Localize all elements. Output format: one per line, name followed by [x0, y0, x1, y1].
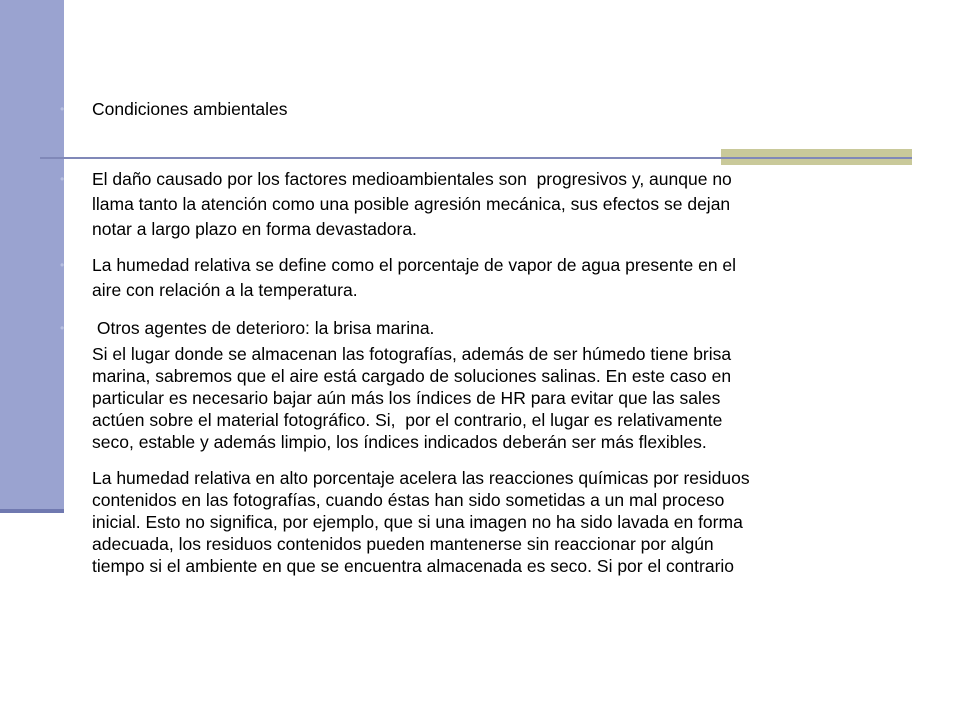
accent-divider-line: [721, 157, 912, 159]
slide-heading-row: [60, 97, 910, 122]
text-line: adecuada, los residuos contenidos pueden mantenerse sin reaccionar por algún: [92, 534, 714, 554]
slide-side-bar-shadow: [0, 509, 64, 513]
paragraph-text: [92, 343, 910, 453]
text-line: contenidos en las fotografías, cuando éstas han sido sometidas a un mal proceso: [92, 490, 725, 510]
bullet-text: [92, 253, 910, 303]
slide-side-bar: [0, 0, 64, 512]
paragraph-text: [92, 467, 910, 577]
bullet-marker: •: [60, 258, 65, 272]
body-paragraph: [60, 343, 910, 453]
text-line: particular es necesario bajar aún más los índices de HR para evitar que las sales: [92, 388, 721, 408]
text-line: inicial. Esto no significa, por ejemplo, que si una imagen no ha sido lavada en forma: [92, 512, 743, 532]
text-line: aire con relación a la temperatura.: [92, 280, 358, 300]
text-line: Si el lugar donde se almacenan las fotografías, además de ser húmedo tiene brisa: [92, 344, 732, 364]
text-line: notar a largo plazo en forma devastadora.: [92, 219, 417, 239]
bullet-item: [60, 316, 910, 341]
text-line: seco, estable y además limpio, los índices indicados deberán ser más flexibles.: [92, 432, 707, 452]
text-line: La humedad relativa se define como el porcentaje de vapor de agua presente en el: [92, 255, 737, 275]
text-line: El daño causado por los factores medioambientales son progresivos y, aunque no: [92, 169, 732, 189]
text-line: marina, sabremos que el aire está cargado de soluciones salinas. En este caso en: [92, 366, 732, 386]
slide-heading: Condiciones ambientales: [92, 99, 288, 119]
bullet-text: [92, 316, 910, 341]
bullet-item: [60, 167, 910, 242]
bullet-text: [92, 167, 910, 242]
text-line: La humedad relativa en alto porcentaje acelera las reacciones químicas por residuos: [92, 468, 750, 488]
text-line: Otros agentes de deterioro: la brisa marina.: [92, 318, 435, 338]
text-line: tiempo si el ambiente en que se encuentra almacenada es seco. Si por el contrario: [92, 556, 735, 576]
bullet-item: [60, 253, 910, 303]
text-line: llama tanto la atención como una posible agresión mecánica, sus efectos se dejan: [92, 194, 731, 214]
text-line: actúen sobre el material fotográfico. Si, por el contrario, el lugar es relativamente: [92, 410, 723, 430]
bullet-marker: •: [60, 321, 65, 335]
bullet-marker: •: [60, 102, 65, 116]
body-paragraph: [60, 467, 910, 577]
bullet-marker: •: [60, 172, 65, 186]
